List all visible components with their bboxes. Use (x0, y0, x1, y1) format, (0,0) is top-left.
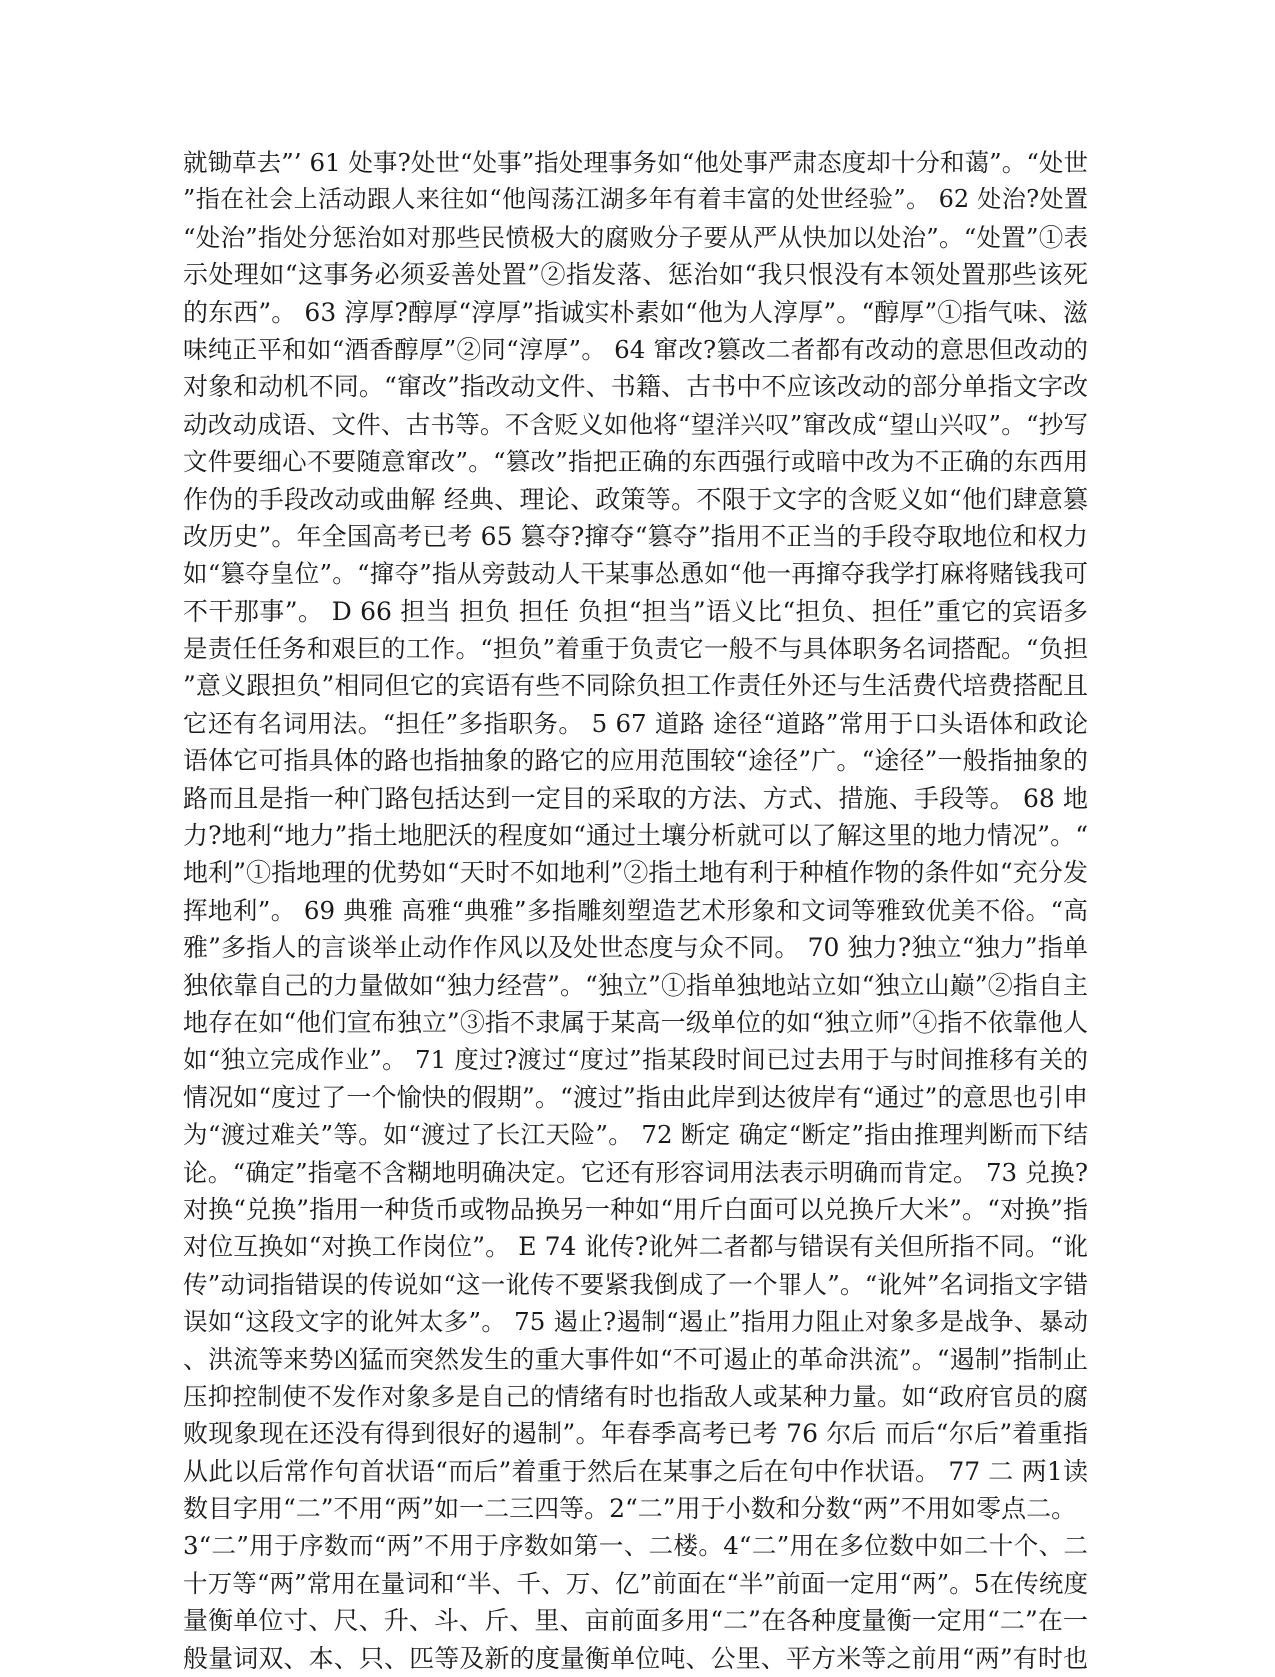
text-line: 如“篡夺皇位”。“撺夺”指从旁鼓动人干某事怂恿如“他一再撺夺我学打麻将赌钱我可 (183, 559, 1088, 589)
text-line: 情况如“度过了一个愉快的假期”。“渡过”指由此岸到达彼岸有“通过”的意思也引申 (183, 1082, 1088, 1112)
text-line: 改历史”。年全国高考已考 65 篡夺?撺夺“篡夺”指用不正当的手段夺取地位和权力 (183, 521, 1088, 551)
text-line: “处治”指处分惩治如对那些民愤极大的腐败分子要从严从快加以处治”。“处置”①表 (183, 222, 1088, 252)
text-line: 论。“确定”指毫不含糊地明确决定。它还有形容词用法表示明确而肯定。 73 兑换? (183, 1157, 1088, 1187)
text-line: 雅”多指人的言谈举止动作作风以及处世态度与众不同。 70 独力?独立“独力”指单 (183, 933, 1088, 963)
text-line: 独依靠自己的力量做如“独力经营”。“独立”①指单独地站立如“独立山巅”②指自主 (183, 970, 1088, 1000)
text-line: 对象和动机不同。“窜改”指改动文件、书籍、古书中不应该改动的部分单指文字改 (183, 372, 1088, 402)
text-line: 的东西”。 63 淳厚?醇厚“淳厚”指诚实朴素如“他为人淳厚”。“醇厚”①指气味、滋 (183, 297, 1088, 327)
text-line: 是责任任务和艰巨的工作。“担负”着重于负责它一般不与具体职务名词搭配。“负担 (183, 634, 1088, 664)
text-line: 就锄草去”’ 61 处事?处世“处事”指处理事务如“他处事严肃态度却十分和蔼”。“处世 (183, 148, 1088, 177)
text-line: 般量词双、本、只、匹等及新的度量衡单位吨、公里、平方米等之前用“两”有时也 (183, 1643, 1088, 1673)
text-line: 挥地利”。 69 典雅 高雅“典雅”多指雕刻塑造艺术形象和文词等雅致优美不俗。“高 (183, 895, 1088, 925)
text-line: 语体它可指具体的路也指抽象的路它的应用范围较“途径”广。“途径”一般指抽象的 (183, 746, 1088, 776)
text-line: 传”动词指错误的传说如“这一讹传不要紧我倒成了一个罪人”。“讹舛”名词指文字错 (183, 1269, 1088, 1299)
text-line: 为“渡过难关”等。如“渡过了长江天险”。 72 断定 确定“断定”指由推理判断而下结 (183, 1120, 1088, 1150)
text-line: 对换“兑换”指用一种货币或物品换另一种如“用斤白面可以兑换斤大米”。“对换”指 (183, 1194, 1088, 1224)
text-line: ”意义跟担负”相同但它的宾语有些不同除负担工作责任外还与生活费代培费搭配且 (183, 671, 1088, 701)
text-line: 如“独立完成作业”。 71 度过?渡过“度过”指某段时间已过去用于与时间推移有关的 (183, 1045, 1088, 1075)
text-line: 十万等“两”常用在量词和“半、千、万、亿”前面在“半”前面一定用“两”。5在传统度 (183, 1568, 1088, 1598)
text-line: 不干那事”。 D 66 担当 担负 担任 负担“担当”语义比“担负、担任”重它的宾语多 (183, 596, 1088, 626)
text-line: 从此以后常作句首状语“而后”着重于然后在某事之后在句中作状语。 77 二 两1读 (183, 1456, 1088, 1486)
text-line: 、洪流等来势凶猛而突然发生的重大事件如“不可遏止的革命洪流”。“遏制”指制止 (183, 1344, 1088, 1374)
text-line: 路而且是指一种门路包括达到一定目的采取的方法、方式、措施、手段等。 68 地 (183, 783, 1088, 813)
text-line: 作伪的手段改动或曲解 经典、理论、政策等。不限于文字的含贬义如“他们肆意篡 (183, 484, 1088, 514)
text-line: 误如“这段文字的讹舛太多”。 75 遏止?遏制“遏止”指用力阻止对象多是战争、暴动 (183, 1307, 1088, 1337)
text-line: 地利”①指地理的优势如“天时不如地利”②指土地有利于种植作物的条件如“充分发 (183, 858, 1088, 888)
text-line: 败现象现在还没有得到很好的遏制”。年春季高考已考 76 尔后 而后“尔后”着重指 (183, 1419, 1088, 1449)
text-line: 压抑控制使不发作对象多是自己的情绪有时也指敌人或某种力量。如“政府官员的腐 (183, 1381, 1088, 1411)
text-line: ”指在社会上活动跟人来往如“他闯荡江湖多年有着丰富的处世经验”。 62 处治?处置 (183, 185, 1088, 214)
text-line: 它还有名词用法。“担任”多指职务。 5 67 道路 途径“道路”常用于口头语体和政论 (183, 708, 1088, 738)
text-line: 3“二”用于序数而“两”不用于序数如第一、二楼。4“二”用在多位数中如二十个、二 (183, 1531, 1088, 1561)
text-line: 量衡单位寸、尺、升、斗、斤、里、亩前面多用“二”在各种度量衡一定用“二”在一 (183, 1606, 1088, 1636)
text-line: 味纯正平和如“酒香醇厚”②同“淳厚”。 64 窜改?篡改二者都有改动的意思但改动的 (183, 334, 1088, 364)
text-line: 示处理如“这事务必须妥善处置”②指发落、惩治如“我只恨没有本领处置那些该死 (183, 260, 1088, 290)
text-line: 数目字用“二”不用“两”如一二三四等。2“二”用于小数和分数“两”不用如零点二。 (183, 1494, 1077, 1524)
text-line: 文件要细心不要随意窜改”。“篡改”指把正确的东西强行或暗中改为不正确的东西用 (183, 447, 1088, 477)
text-line: 对位互换如“对换工作岗位”。 E 74 讹传?讹舛二者都与错误有关但所指不同。“讹 (183, 1232, 1088, 1262)
body-text (183, 144, 1088, 1677)
text-line: 地存在如“他们宣布独立”③指不隶属于某高一级单位的如“独立师”④指不依靠他人 (183, 1007, 1088, 1037)
text-line: 力?地利“地力”指土地肥沃的程度如“通过土壤分析就可以了解这里的地力情况”。“ (183, 821, 1088, 851)
text-line: 动改动成语、文件、古书等。不含贬义如他将“望洋兴叹”窜改成“望山兴叹”。“抄写 (183, 409, 1088, 439)
